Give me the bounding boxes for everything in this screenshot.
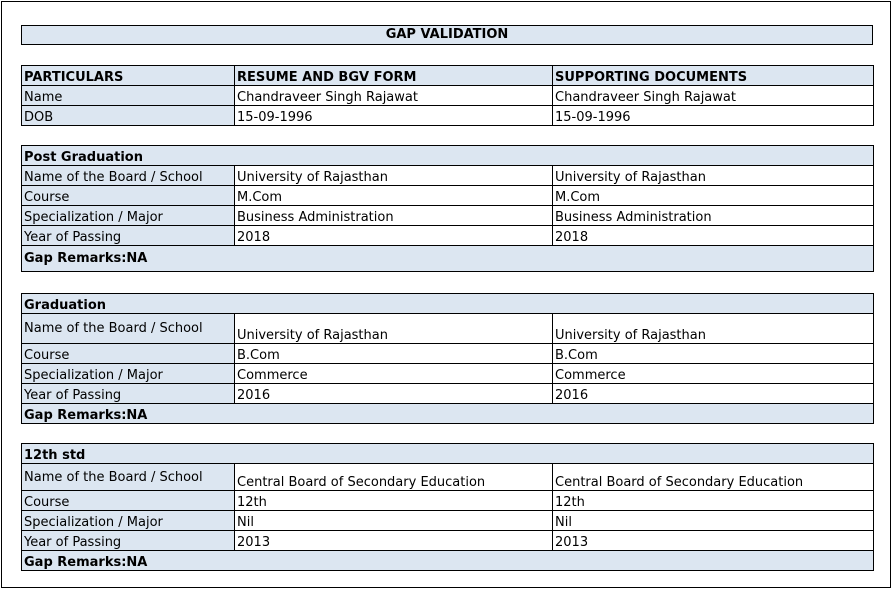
table-row (22, 186, 874, 206)
row-label: DOB (22, 106, 235, 126)
resume-value: 15-09-1996 (235, 106, 553, 126)
table-row (22, 106, 874, 126)
section-post-graduation (21, 145, 873, 272)
docs-value: Commerce (553, 364, 874, 384)
resume-value: M.Com (235, 186, 553, 206)
row-label: Name of the Board / School (22, 464, 235, 491)
gap-remarks: Gap Remarks:NA (22, 404, 874, 424)
row-label: Year of Passing (22, 226, 235, 246)
docs-value: University of Rajasthan (553, 166, 874, 186)
row-label: Specialization / Major (22, 206, 235, 226)
table-row (22, 314, 874, 344)
resume-value: Commerce (235, 364, 553, 384)
docs-value: M.Com (553, 186, 874, 206)
gap-remarks: Gap Remarks:NA (22, 246, 874, 272)
table-row (22, 491, 874, 511)
docs-value: 15-09-1996 (553, 106, 874, 126)
resume-value: 2016 (235, 384, 553, 404)
resume-value: B.Com (235, 344, 553, 364)
docs-value: 2018 (553, 226, 874, 246)
table-row (22, 464, 874, 491)
table-row (22, 531, 874, 551)
docs-value: Central Board of Secondary Education (553, 464, 874, 491)
table-row (22, 344, 874, 364)
resume-value: Chandraveer Singh Rajawat (235, 86, 553, 106)
docs-value: 2013 (553, 531, 874, 551)
resume-value: Central Board of Secondary Education (235, 464, 553, 491)
table-row (22, 511, 874, 531)
section-12th-std (21, 443, 873, 571)
resume-value: 2018 (235, 226, 553, 246)
row-label: Name of the Board / School (22, 314, 235, 344)
section-heading: Post Graduation (22, 146, 874, 166)
header-row (22, 66, 874, 86)
section-graduation (21, 293, 873, 424)
table-row (22, 166, 874, 186)
header-resume: RESUME AND BGV FORM (235, 66, 553, 86)
docs-value: Nil (553, 511, 874, 531)
resume-value: 12th (235, 491, 553, 511)
section-heading: 12th std (22, 444, 874, 464)
header-particulars: PARTICULARS (22, 66, 235, 86)
table-row (22, 384, 874, 404)
row-label: Specialization / Major (22, 364, 235, 384)
section-heading: Graduation (22, 294, 874, 314)
docs-value: 2016 (553, 384, 874, 404)
docs-value: 12th (553, 491, 874, 511)
docs-value: B.Com (553, 344, 874, 364)
table-row (22, 206, 874, 226)
docs-value: Business Administration (553, 206, 874, 226)
resume-value: Nil (235, 511, 553, 531)
resume-value: Business Administration (235, 206, 553, 226)
row-label: Year of Passing (22, 531, 235, 551)
table-row (22, 86, 874, 106)
resume-value: 2013 (235, 531, 553, 551)
row-label: Course (22, 491, 235, 511)
page-title: GAP VALIDATION (21, 25, 873, 45)
personal-details (21, 65, 873, 126)
resume-value: University of Rajasthan (235, 314, 553, 344)
row-label: Name of the Board / School (22, 166, 235, 186)
row-label: Course (22, 344, 235, 364)
table-row (22, 364, 874, 384)
table-row (22, 226, 874, 246)
gap-remarks: Gap Remarks:NA (22, 551, 874, 571)
row-label: Course (22, 186, 235, 206)
row-label: Specialization / Major (22, 511, 235, 531)
resume-value: University of Rajasthan (235, 166, 553, 186)
header-supporting-docs: SUPPORTING DOCUMENTS (553, 66, 874, 86)
row-label: Name (22, 86, 235, 106)
docs-value: Chandraveer Singh Rajawat (553, 86, 874, 106)
docs-value: University of Rajasthan (553, 314, 874, 344)
row-label: Year of Passing (22, 384, 235, 404)
